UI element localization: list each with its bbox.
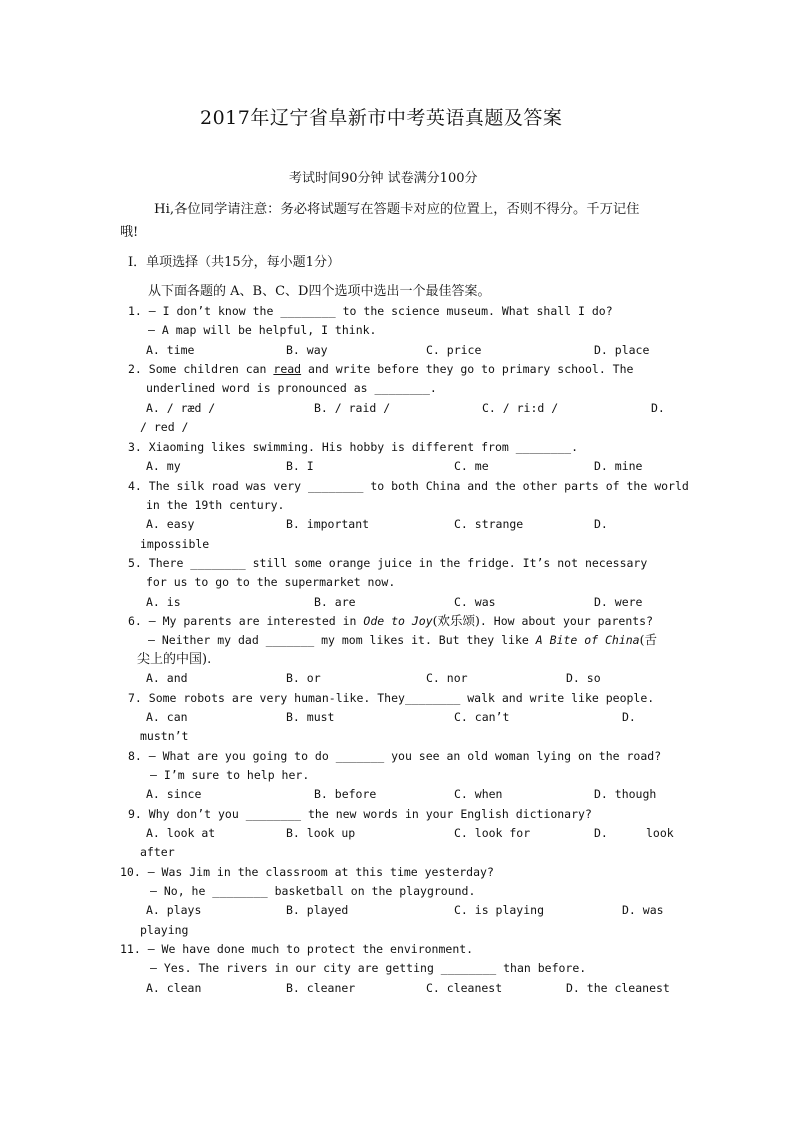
question-9: 9. Why don’t you ________ the new words in your English dictionary? [128, 807, 592, 821]
q2-option-b: B. / raid / [314, 401, 391, 415]
question-6 [128, 615, 653, 628]
q9-option-d-word: look [646, 826, 674, 840]
q4-option-b: B. important [286, 517, 370, 531]
question-8-line-2: — I’m sure to help her. [150, 768, 310, 782]
question-10: 10. — Was Jim in the classroom at this time yesterday? [120, 865, 494, 879]
q5-option-a: A. is [146, 595, 181, 609]
q7-option-a: A. can [146, 710, 188, 724]
question-2-line-2: underlined word is pronounced as ________. [146, 381, 437, 395]
q4-option-d: D. [594, 517, 608, 531]
q10-option-b: B. played [286, 903, 349, 917]
q11-option-d: D. the cleanest [566, 981, 670, 995]
q8-option-c: C. when [454, 787, 503, 801]
q4-option-c: C. strange [454, 517, 524, 531]
q9-option-c: C. look for [454, 826, 531, 840]
q9-option-d: D. [594, 826, 608, 840]
q10-option-a: A. plays [146, 903, 202, 917]
q3-option-b: B. I [286, 459, 314, 473]
q3-option-a: A. my [146, 459, 181, 473]
q6-show-title: A Bite of China [535, 633, 640, 647]
q4-option-a: A. easy [146, 517, 195, 531]
question-11: 11. — We have done much to protect the environment. [120, 942, 474, 956]
q6-line-2-pre: — Neither my dad _______ my mom likes it. But they like [148, 633, 536, 647]
q2-text-post: and write before they go to primary school. The [301, 362, 634, 376]
q6-song-title-cn: (欢乐颂) [432, 613, 480, 628]
q2-option-c: C. / ri:d / [482, 401, 559, 415]
q9-option-a: A. look at [146, 826, 216, 840]
section-instruction: 从下面各题的 A、B、C、D四个选项中选出一个最佳答案。 [148, 284, 491, 299]
question-6-line-2 [148, 634, 657, 647]
question-1-line-2: — A map will be helpful, I think. [148, 323, 377, 337]
q11-option-b: B. cleaner [286, 981, 356, 995]
q1-option-b: B. way [286, 343, 328, 357]
q6-show-title-cn: (舌 [639, 632, 657, 647]
question-5-line-2: for us to go to the supermarket now. [146, 575, 396, 589]
q6-option-a: A. and [146, 671, 188, 685]
q4-option-d-text: impossible [140, 537, 210, 551]
question-11-line-2: — Yes. The rivers in our city are getting ________ than before. [150, 961, 587, 975]
question-10-line-2: — No, he ________ basketball on the playground. [150, 884, 476, 898]
q2-underlined-word: read [273, 362, 302, 376]
q8-option-b: B. before [314, 787, 377, 801]
section-heading: Ⅰ．单项选择（共15分，每小题1分） [128, 255, 340, 270]
q9-option-d-text: after [140, 845, 175, 859]
exam-info: 考试时间90分钟 试卷满分100分 [289, 171, 478, 186]
q2-option-d-text: / red / [140, 420, 189, 434]
q10-option-d-text: playing [140, 923, 189, 937]
question-5: 5. There ________ still some orange juice in the fridge. It’s not necessary [128, 556, 648, 570]
q9-option-b: B. look up [286, 826, 356, 840]
notice-line-1: Hi,各位同学请注意：务必将试题写在答题卡对应的位置上，否则不得分。千万记住 [154, 202, 640, 217]
q10-option-d: D. was [622, 903, 664, 917]
q7-option-c: C. can’t [454, 710, 510, 724]
q6-song-title: Ode to Joy [363, 614, 433, 628]
q11-option-a: A. clean [146, 981, 202, 995]
question-8: 8. — What are you going to do _______ you see an old woman lying on the road? [128, 749, 662, 763]
question-6-line-3: 尖上的中国). [137, 652, 212, 667]
q2-option-a: A. / ræd / [146, 401, 216, 415]
q11-option-c: C. cleanest [426, 981, 503, 995]
question-4-line-2: in the 19th century. [146, 498, 285, 512]
q5-option-c: C. was [454, 595, 496, 609]
q6-option-c: C. nor [426, 671, 468, 685]
q8-option-d: D. though [594, 787, 657, 801]
q3-option-c: C. me [454, 459, 489, 473]
q7-option-d: D. [622, 710, 636, 724]
q5-option-d: D. were [594, 595, 643, 609]
q8-option-a: A. since [146, 787, 202, 801]
question-4: 4. The silk road was very ________ to both China and the other parts of the world [128, 479, 689, 493]
question-3: 3. Xiaoming likes swimming. His hobby is different from ________. [128, 440, 579, 454]
q7-option-d-text: mustn’t [140, 729, 189, 743]
q6-option-b: B. or [286, 671, 321, 685]
page-title: 2017年辽宁省阜新市中考英语真题及答案 [200, 107, 563, 129]
q2-option-d: D. [651, 401, 665, 415]
notice-line-2: 哦! [120, 225, 139, 240]
q7-option-b: B. must [286, 710, 335, 724]
q6-option-d: D. so [566, 671, 601, 685]
question-1: 1. — I don’t know the ________ to the science museum. What shall I do? [128, 304, 613, 318]
q1-option-c: C. price [426, 343, 482, 357]
question-7: 7. Some robots are very human-like. They________ walk and write like people. [128, 691, 655, 705]
q6-text-post: . How about your parents? [479, 614, 654, 628]
question-2 [128, 364, 633, 376]
q10-option-c: C. is playing [454, 903, 545, 917]
q3-option-d: D. mine [594, 459, 643, 473]
q1-option-d: D. place [594, 343, 650, 357]
q1-option-a: A. time [146, 343, 195, 357]
q2-text-pre: 2. Some children can [128, 362, 274, 376]
q5-option-b: B. are [314, 595, 356, 609]
q6-text-pre: 6. — My parents are interested in [128, 614, 364, 628]
